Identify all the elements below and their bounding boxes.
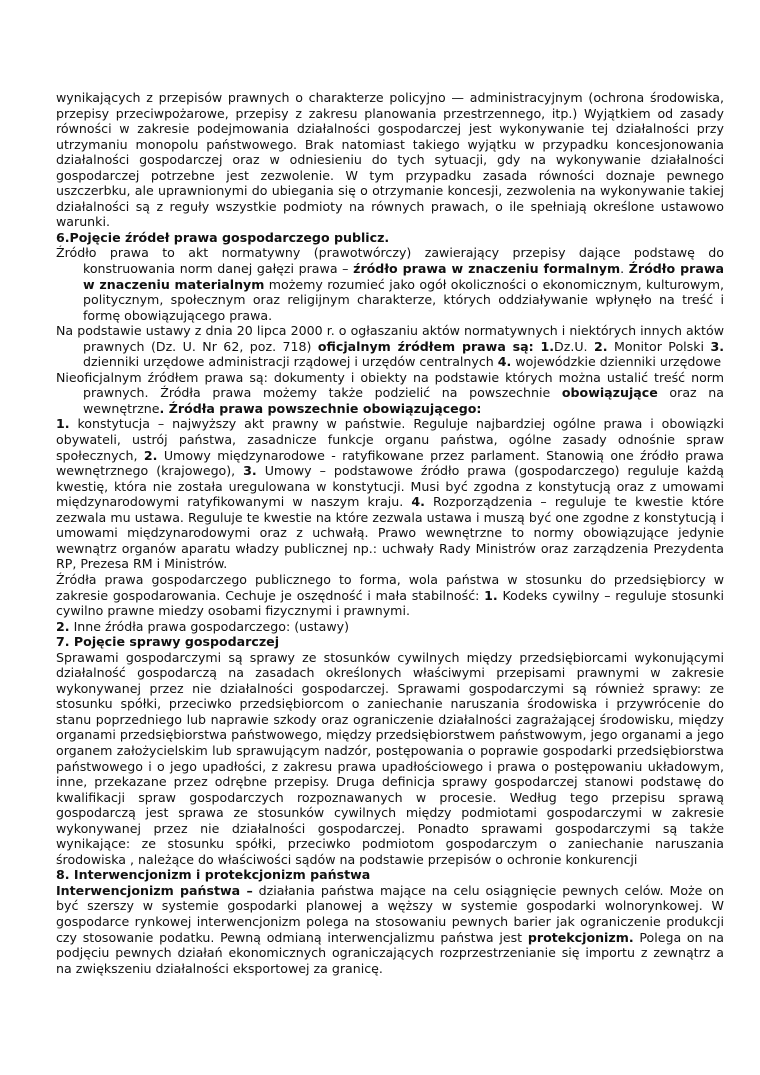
paragraph-interventionism: Interwencjonizm państwa – działania państwa mające na celu osiągnięcie pewnych celów. Może on być szerszy w systemie gospodarki planowej a węższy w systemie gospodarki wolnorynkowej. W gospodarce rynkowej interwencjonizm polega na stosowaniu pewnych barier jak ograniczenie produkcji czy stosowanie podatku. Pewną odmianą interwencjalizmu państwa jest protekcjonizm. Polega on na podjęciu pewnych działań ekonomicznych ograniczających rozprzestrzenianie się importu z zewnątrz a na zwiększeniu działalności eksportowej za granicę.	[56, 882, 724, 976]
paragraph-unofficial-sources: Nieoficjalnym źródłem prawa są: dokumenty i obiekty na podstawie których można ustalić treść norm prawnych. Źródła prawa możemy także podzielić na powszechnie obowiązujące oraz na wewnętrzne. Źródła prawa powszechnie obowiązującego:	[56, 369, 725, 416]
heading-section-8: 8. Interwencjonizm i protekcjonizm państwa	[56, 867, 371, 883]
document-page	[56, 90, 724, 976]
heading-section-7: 7. Pojęcie sprawy gospodarczej	[56, 634, 280, 650]
paragraph-source-of-law-definition: Źródło prawa to akt normatywny (prawotwórczy) zawierający przepisy dające podstawę do konstruowania norm danej gałęzi prawa – źródło prawa w znaczeniu formalnym. Źródło prawa w znaczeniu materialnym możemy rozumieć jako ogół okoliczności o ekonomicznym, kulturowym, politycznym, społecznym oraz religijnym charakterze, których oddziaływanie wpłynęło na treść i formę obowiązującego prawa.	[56, 245, 724, 323]
paragraph-other-sources: 2. Inne źródła prawa gospodarczego: (ustawy)	[56, 618, 349, 634]
paragraph-official-sources: Na podstawie ustawy z dnia 20 lipca 2000 r. o ogłaszaniu aktów normatywnych i niektórych innych aktów prawnych (Dz. U. Nr 62, poz. 718) oficjalnym źródłem prawa są: 1.Dz.U. 2. Monitor Polski 3. dzienniki urzędowe administracji rządowej i urzędów centralnych 4. wojewódzkie dzienniki urzędowe	[56, 323, 724, 370]
paragraph-economic-cases: Sprawami gospodarczymi są sprawy ze stosunków cywilnych między przedsiębiorcami wykonującymi działalność gospodarczą na zasadach określonych właściwymi przepisami prawnymi w zakresie wykonywanej przez nie działalności gospodarczej. Sprawami gospodarczymi są również sprawy: ze stosunku spółki, przeciwko przedsiębiorcom o zaniechanie naruszania środowiska i przywrócenie do stanu poprzedniego lub naprawie szkody oraz ograniczenie działalności zagrażającej środowisku, między organami przedsiębiorstwa państwowego, między przedsiębiorstwem państwowym, jego organami a jego organem założycielskim lub sprawującym nadzór, postępowania o poprawie gospodarki przedsiębiorstwa państwowego i o jego upadłości, z zakresu prawa upadłościowego i prawa o postępowaniu układowym, inne, przekazane przez odrębne przepisy. Druga definicja sprawy gospodarczej stanowi podstawę do kwalifikacji spraw gospodarczych rozpoznawanych w procesie. Według tego przepisu sprawą gospodarczą jest sprawa ze stosunków cywilnych między podmiotami gospodarczymi w zakresie wykonywanej przez nie działalności gospodarczej. Ponadto sprawami gospodarczymi są także wynikające: ze stosunku spółki, przeciwko podmiotom gospodarczym o zaniechanie naruszania środowiska , należące do właściwości sądów na podstawie przepisów o ochronie konkurencji	[56, 649, 724, 867]
paragraph-universally-binding-sources: 1. konstytucja – najwyższy akt prawny w państwie. Reguluje najbardziej ogólne prawa i obowiązki obywateli, ustrój państwa, zasadnicze funkcje organu państwa, ogólne zasady odnośnie spraw społecznych, 2. Umowy międzynarodowe - ratyfikowane przez parlament. Stanowią one źródło prawa wewnętrznego (krajowego), 3. Umowy – podstawowe źródło prawa (gospodarczego) reguluje każdą kwestię, która nie została uregulowana w konstytucji. Musi być zgodna z konstytucją oraz z umowami międzynarodowymi ratyfikowanymi w naszym kraju. 4. Rozporządzenia – reguluje te kwestie które zezwala mu ustawa. Reguluje te kwestie na które zezwala ustawa i muszą być one zgodne z konstytucją i umowami międzynarodowymi oraz z uchwałą. Prawo wewnętrzne to normy obowiązujące jedynie wewnątrz organów aparatu władzy publicznej np.: uchwały Rady Ministrów oraz zarządzenia Prezydenta RP, Prezesa RM i Ministrów.	[56, 416, 724, 572]
paragraph-equality-principle: wynikających z przepisów prawnych o charakterze policyjno — administracyjnym (ochrona środowiska, przepisy przeciwpożarowe, przepisy z zakresu planowania przestrzennego, itp.) Wyjątkiem od zasady równości w zakresie podejmowania działalności gospodarczej jest wykonywanie tej działalności przy utrzymaniu monopolu państwowego. Brak natomiast takiego wyjątku w przypadku koncesjonowania działalności gospodarczej oraz w odniesieniu do tych sytuacji, gdy na wykonywanie działalności gospodarczej potrzebne jest zezwolenie. W tym przypadku zasada równości doznaje pewnego uszczerbku, ale uprawnionymi do ubiegania się o otrzymanie koncesji, zezwolenia na wykonywanie takiej działalności są z reguły wszystkie podmioty na równych prawach, o ile spełniają określone ustawowo warunki.	[56, 90, 724, 230]
heading-section-6: 6.Pojęcie źródeł prawa gospodarczego publicz.	[56, 229, 390, 245]
paragraph-public-economic-law-sources: Źródła prawa gospodarczego publicznego to forma, wola państwa w stosunku do przedsiębiorcy w zakresie gospodarowania. Cechuje je oszędność i mała stabilność: 1. Kodeks cywilny – reguluje stosunki cywilno prawne miedzy osobami fizycznymi i prawnymi.	[56, 571, 724, 619]
